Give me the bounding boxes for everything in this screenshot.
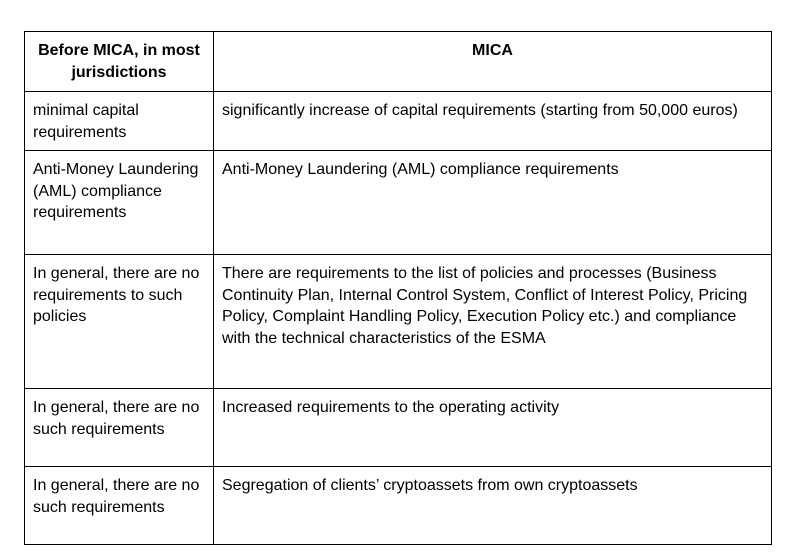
header-before-mica: Before MICA, in most jurisdictions: [25, 32, 214, 92]
cell-mica: significantly increase of capital requirements (starting from 50,000 euros): [214, 92, 772, 151]
cell-before: In general, there are no such requirements: [25, 467, 214, 545]
cell-mica: There are requirements to the list of policies and processes (Business Continuity Plan, Internal Control System, Conflict of Interest Policy, Pricing Policy, Complaint Handling Policy, Execution Policy etc.) and compliance with the technical characteristics of the ESMA: [214, 255, 772, 389]
cell-before: In general, there are no such requirements: [25, 389, 214, 467]
header-mica: MICA: [214, 32, 772, 92]
cell-mica: Segregation of clients’ cryptoassets from own cryptoassets: [214, 467, 772, 545]
table-row: [25, 151, 772, 255]
cell-mica: Increased requirements to the operating activity: [214, 389, 772, 467]
table-row: [25, 467, 772, 545]
cell-before: In general, there are no requirements to such policies: [25, 255, 214, 389]
cell-before: Anti-Money Laundering (AML) compliance requirements: [25, 151, 214, 255]
table-row: [25, 255, 772, 389]
table-row: [25, 92, 772, 151]
cell-mica: Anti-Money Laundering (AML) compliance requirements: [214, 151, 772, 255]
cell-before: minimal capital requirements: [25, 92, 214, 151]
table-header-row: [25, 32, 772, 92]
table-row: [25, 389, 772, 467]
comparison-table: [24, 31, 772, 545]
